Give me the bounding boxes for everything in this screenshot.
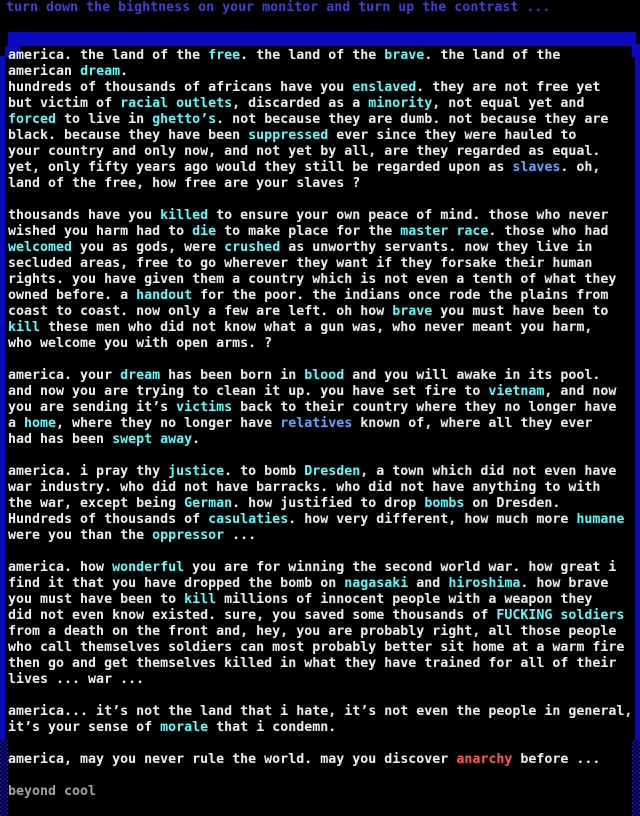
text-line [8, 416, 630, 432]
plain-text: known of, where all they ever [352, 416, 593, 431]
highlighted-word: forced [8, 112, 57, 127]
plain-text: who welcome you with open arms. ? [8, 336, 273, 351]
highlighted-word: hiroshima [448, 576, 521, 591]
text-line [8, 736, 630, 752]
plain-text: then go and get themselves killed in what they have trained for all of their [8, 656, 617, 671]
highlighted-word: slaves [512, 160, 561, 175]
text-line [8, 128, 630, 144]
text-line [8, 144, 630, 160]
plain-text: rights. you have given them a country which is not even a tenth of what they [8, 272, 617, 287]
text-line [8, 592, 630, 608]
plain-text: america... it’s not the land that i hate, it’s not even the people in general, [8, 704, 633, 719]
plain-text: american [8, 64, 81, 79]
highlighted-word: kill [184, 592, 217, 607]
text-line [8, 432, 630, 448]
plain-text: , where they no longer have [56, 416, 281, 431]
text-line [8, 240, 630, 256]
text-line [8, 768, 630, 784]
highlighted-word: anarchy [456, 752, 513, 767]
highlighted-word: German [184, 496, 233, 511]
plain-text: . oh, [560, 160, 601, 175]
plain-text: as unworthy servants. now they live in [280, 240, 593, 255]
text-line [8, 400, 630, 416]
plain-text: these men who did not know what a gun was, who never meant you harm, [40, 320, 593, 335]
text-line [8, 368, 630, 384]
plain-text: . to bomb [224, 464, 305, 479]
plain-text: find it that you have dropped the bomb on [8, 576, 345, 591]
plain-text: america. your [8, 368, 121, 383]
text-line [8, 384, 630, 400]
text-line [8, 512, 630, 528]
text-line [8, 752, 630, 768]
text-line [8, 288, 630, 304]
plain-text: millions of innocent people with a weapon they [216, 592, 593, 607]
plain-text: lives ... war ... [8, 672, 145, 687]
text-line [8, 208, 630, 224]
plain-text: war industry. who did not have barracks. who did not have anything to with [8, 480, 601, 495]
text-line [8, 624, 630, 640]
text-line [8, 352, 630, 368]
plain-text: , not equal yet and [432, 96, 585, 111]
text-line [8, 528, 630, 544]
plain-text: on Dresden. [464, 496, 561, 511]
highlighted-word: racial outlets [120, 96, 233, 111]
highlighted-word: beyond cool [8, 784, 97, 799]
plain-text: . the land of the [424, 48, 561, 63]
plain-text: you must have been to [8, 592, 185, 607]
plain-text: . [120, 64, 129, 79]
plain-text: , discarded as a [232, 96, 369, 111]
text-line [8, 448, 630, 464]
plain-text: . how brave [520, 576, 609, 591]
plain-text: . how justified to drop [232, 496, 425, 511]
highlighted-word: dream [80, 64, 121, 79]
text-line [8, 112, 630, 128]
text-line [8, 64, 630, 80]
text-line [8, 704, 633, 720]
text-line [8, 576, 630, 592]
highlighted-word: enslaved [352, 80, 417, 95]
frame-left-bar [0, 56, 5, 740]
text-line [8, 784, 630, 800]
text-line [8, 224, 630, 240]
plain-text: before ... [512, 752, 601, 767]
plain-text: that i condemn. [208, 720, 337, 735]
plain-text: has been born in [160, 368, 305, 383]
plain-text: . how very different, how much more [288, 512, 577, 527]
highlighted-word: humane [576, 512, 625, 527]
plain-text: to ensure your own peace of mind. those who never [208, 208, 609, 223]
plain-text: wished you harm had to [8, 224, 193, 239]
frame-left-dither [0, 740, 8, 816]
text-line [8, 720, 630, 736]
highlighted-word: brave [392, 304, 433, 319]
plain-text: but victim of [8, 96, 121, 111]
plain-text: america. how [8, 560, 113, 575]
plain-text: from a death on the front and, hey, you are probably right, all those people [8, 624, 617, 639]
plain-text: it’s your sense of [8, 720, 161, 735]
highlighted-word: relatives [280, 416, 353, 431]
highlighted-word: handout [136, 288, 193, 303]
plain-text: who call themselves soldiers can most probably better sit home at a warm fire [8, 640, 625, 655]
plain-text: for the poor. the indians once rode the plains from [192, 288, 609, 303]
text-line [8, 672, 630, 688]
plain-text: owned before. a [8, 288, 137, 303]
highlighted-word: Dresden [304, 464, 361, 479]
plain-text: , a town which did not even have [360, 464, 617, 479]
frame-top-bar [8, 32, 636, 46]
highlighted-word: victims [176, 400, 233, 415]
plain-text: america. the land of the [8, 48, 209, 63]
plain-text: and you will awake in its pool. [344, 368, 601, 383]
plain-text: america. i pray thy [8, 464, 169, 479]
highlighted-word: vietnam [488, 384, 545, 399]
plain-text: to make place for the [216, 224, 401, 239]
text-line [8, 560, 630, 576]
text-line [8, 272, 630, 288]
plain-text: . [192, 432, 201, 447]
text-body [8, 48, 633, 800]
highlighted-word: oppressor [152, 528, 225, 543]
plain-text: were you than the [8, 528, 153, 543]
plain-text: had has been [8, 432, 113, 447]
highlighted-word: kill [8, 320, 41, 335]
plain-text: you as gods, were [72, 240, 225, 255]
text-line [8, 192, 630, 208]
text-line [8, 464, 630, 480]
plain-text: , and now [544, 384, 617, 399]
plain-text: secluded areas, free to go wherever they want if they forsake their human [8, 256, 593, 271]
plain-text: your country and only now, and not yet by all, are they regarded as equal. [8, 144, 601, 159]
highlighted-word: swept away [112, 432, 193, 447]
highlighted-word: bombs [424, 496, 465, 511]
plain-text: and now you are trying to clean it up. you have set fire to [8, 384, 489, 399]
plain-text: you are for winning the second world war. how great i [184, 560, 617, 575]
plain-text: ever since they were hauled to [328, 128, 577, 143]
plain-text: . the land of the [240, 48, 385, 63]
text-line [8, 304, 630, 320]
highlighted-word: wonderful [112, 560, 185, 575]
plain-text: to live in [56, 112, 153, 127]
highlighted-word: nagasaki [344, 576, 409, 591]
plain-text: thousands have you [8, 208, 161, 223]
plain-text: you are sending it’s [8, 400, 177, 415]
highlighted-word: casulaties [208, 512, 289, 527]
highlighted-word: home [24, 416, 57, 431]
text-line [8, 176, 630, 192]
highlighted-word: suppressed [248, 128, 329, 143]
highlighted-word: morale [160, 720, 209, 735]
text-line [8, 48, 630, 64]
plain-text: the war, except being [8, 496, 185, 511]
text-line [8, 496, 630, 512]
plain-text: yet, only fifty years ago would they still be regarded upon as [8, 160, 513, 175]
text-line [8, 544, 630, 560]
text-line [8, 640, 630, 656]
plain-text: a [8, 416, 25, 431]
highlighted-word: killed [160, 208, 209, 223]
highlighted-word: welcomed [8, 240, 73, 255]
highlighted-word: FUCKING soldiers [496, 608, 625, 623]
highlighted-word: dream [120, 368, 161, 383]
highlighted-word: minority [368, 96, 433, 111]
text-line [8, 320, 630, 336]
plain-text: did not even know existed. sure, you saved some thousands of [8, 608, 497, 623]
highlighted-word: free [208, 48, 241, 63]
highlighted-word: master race [400, 224, 489, 239]
plain-text: america, may you never rule the world. may you discover [8, 752, 457, 767]
highlighted-word: die [192, 224, 217, 239]
text-line [8, 256, 630, 272]
highlighted-word: brave [384, 48, 425, 63]
plain-text: . not because they are dumb. not because they are [216, 112, 609, 127]
plain-text: back to their country where they no longer have [232, 400, 617, 415]
plain-text: and [408, 576, 449, 591]
plain-text: hundreds of thousands of africans have you [8, 80, 353, 95]
frame-right-bar [635, 56, 640, 740]
highlighted-word: blood [304, 368, 345, 383]
plain-text: Hundreds of thousands of [8, 512, 209, 527]
plain-text: land of the free, how free are your slaves ? [8, 176, 361, 191]
text-line [8, 96, 630, 112]
plain-text: black. because they have been [8, 128, 249, 143]
text-line [8, 160, 630, 176]
header-message: turn down the bightness on your monitor and turn up the contrast ... [6, 0, 551, 15]
frame-right-dither [632, 740, 640, 816]
text-line [8, 480, 630, 496]
plain-text: coast to coast. now only a few are left. oh how [8, 304, 393, 319]
text-line [8, 688, 630, 704]
plain-text: you must have been to [432, 304, 609, 319]
highlighted-word: crushed [224, 240, 281, 255]
text-line [8, 656, 630, 672]
plain-text: . they are not free yet [416, 80, 601, 95]
highlighted-word: ghetto’s [152, 112, 217, 127]
text-line [8, 336, 630, 352]
plain-text: ... [224, 528, 257, 543]
text-line [8, 80, 630, 96]
text-line [8, 608, 630, 624]
highlighted-word: justice [168, 464, 225, 479]
plain-text: . those who had [488, 224, 609, 239]
